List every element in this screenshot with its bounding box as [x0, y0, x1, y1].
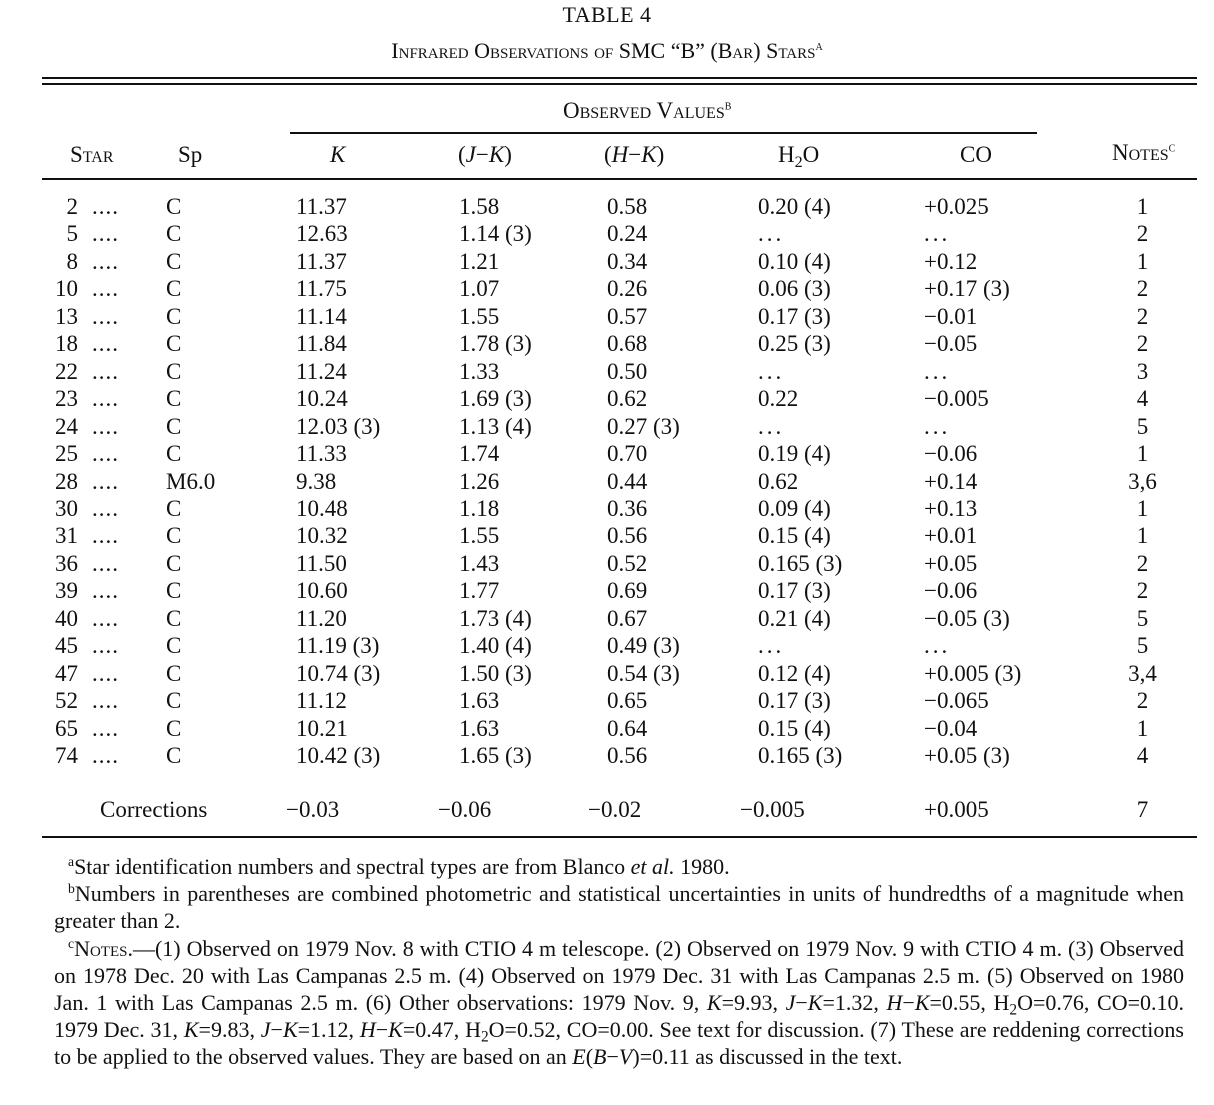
cell-leader-dots: .... — [92, 633, 119, 658]
cell-h2o: 0.19 (4) — [758, 441, 831, 466]
col-header-hk — [604, 142, 664, 168]
cell-co: ... — [924, 359, 951, 384]
cell-leader-dots: .... — [92, 359, 119, 384]
cell-hk: 0.52 — [607, 551, 648, 576]
col-header-notes — [1112, 140, 1175, 166]
cell-jk: 1.58 — [459, 194, 500, 219]
cell-h2o: 0.17 (3) — [758, 578, 831, 603]
cell-leader-dots: .... — [92, 469, 119, 494]
cell-k: 11.37 — [296, 194, 347, 219]
fn-t5: − — [902, 990, 915, 1015]
cell-hk: 0.27 (3) — [607, 414, 680, 439]
col-header-co: CO — [960, 142, 992, 167]
cell-co: +0.005 (3) — [924, 661, 1022, 686]
fn-t12: =0.47, H — [402, 1017, 481, 1042]
cell-co: −0.065 — [924, 688, 989, 713]
table-label: TABLE 4 — [562, 2, 652, 27]
cell-leader-dots: .... — [92, 688, 119, 713]
h2o-o: O — [802, 142, 820, 167]
cell-star: 8 — [66, 249, 78, 274]
footnote-c — [54, 935, 1184, 1070]
hk-h: H — [611, 142, 629, 167]
cell-co: +0.14 — [924, 469, 978, 494]
cell-jk: 1.77 — [459, 578, 500, 603]
footnote-a-year: 1980. — [674, 854, 730, 879]
cell-k: 12.03 (3) — [296, 414, 381, 439]
cell-star: 74 — [55, 743, 78, 768]
col-header-h2o — [778, 142, 820, 171]
cell-leader-dots: .... — [92, 441, 119, 466]
cell-h2o: 0.20 (4) — [758, 194, 831, 219]
cell-sp: C — [166, 716, 182, 741]
cell-h2o: ... — [758, 633, 785, 658]
cell-sp: C — [166, 441, 182, 466]
cell-leader-dots: .... — [92, 221, 119, 246]
cell-hk: 0.69 — [607, 578, 648, 603]
footnote-a — [54, 853, 1184, 880]
footnote-a-etal: et al. — [630, 854, 675, 879]
fn-v: V — [618, 1044, 633, 1069]
cell-h2o: 0.22 — [758, 386, 799, 411]
cell-jk: 1.14 (3) — [459, 221, 532, 246]
cell-k: 11.20 — [296, 606, 347, 631]
cell-sp: C — [166, 249, 182, 274]
cell-notes: 1 — [1136, 249, 1149, 274]
cell-notes: 1 — [1136, 194, 1149, 219]
fn-t15: − — [606, 1044, 619, 1069]
jk-j: J — [465, 142, 476, 167]
cell-star: 2 — [66, 194, 78, 219]
footnote-b-text: Numbers in parentheses are combined photometric and statistical uncertainties in units of hundredths of a magnitude when greater than 2. — [54, 881, 1184, 933]
cell-k: 11.75 — [296, 276, 347, 301]
cell-notes: 1 — [1136, 523, 1149, 548]
cell-sp: C — [166, 386, 182, 411]
cell-co: +0.05 — [924, 551, 978, 576]
cell-leader-dots: .... — [92, 496, 119, 521]
cell-h2o: ... — [758, 359, 785, 384]
cell-jk: 1.21 — [459, 249, 500, 274]
corrections-co: +0.005 — [924, 797, 989, 822]
fn-h2: H — [359, 1017, 376, 1042]
corrections-k: −0.03 — [286, 797, 340, 822]
notes-footnote-mark: c — [1168, 139, 1176, 156]
cell-co: +0.025 — [924, 194, 989, 219]
cell-k: 10.42 (3) — [296, 743, 381, 768]
fn-k2: K — [807, 990, 823, 1015]
observed-values-footnote-mark: b — [724, 97, 732, 114]
cell-hk: 0.34 — [607, 249, 648, 274]
observed-values-header — [563, 98, 731, 124]
cell-co: +0.17 (3) — [924, 276, 1010, 301]
cell-k: 11.37 — [296, 249, 347, 274]
cell-star: 10 — [55, 276, 78, 301]
corrections-hk: −0.02 — [588, 797, 642, 822]
fn-t8: =9.83, — [198, 1017, 261, 1042]
fn-k3: K — [914, 990, 930, 1015]
cell-co: −0.01 — [924, 304, 978, 329]
cell-k: 11.84 — [296, 331, 347, 356]
cell-k: 11.24 — [296, 359, 347, 384]
cell-leader-dots: .... — [92, 523, 119, 548]
col-header-k-text: K — [330, 142, 346, 167]
cell-k: 10.60 — [296, 578, 348, 603]
cell-star: 28 — [55, 469, 78, 494]
top-rule-1 — [42, 77, 1197, 79]
fn-b: B — [593, 1044, 607, 1069]
cell-k: 10.48 — [296, 496, 348, 521]
cell-jk: 1.13 (4) — [459, 414, 532, 439]
cell-hk: 0.50 — [607, 359, 648, 384]
cell-star: 36 — [55, 551, 78, 576]
fn-t11: − — [375, 1017, 389, 1042]
fn-t2: =9.93, — [721, 990, 786, 1015]
cell-k: 10.74 (3) — [296, 661, 381, 686]
cell-jk: 1.73 (4) — [459, 606, 532, 631]
cell-leader-dots: .... — [92, 331, 119, 356]
cell-leader-dots: .... — [92, 578, 119, 603]
col-header-sp: Sp — [178, 142, 203, 167]
cell-star: 13 — [55, 304, 78, 329]
cell-notes: 3,6 — [1128, 469, 1157, 494]
cell-k: 10.21 — [296, 716, 348, 741]
cell-h2o: 0.15 (4) — [758, 523, 831, 548]
hk-close: ) — [656, 142, 665, 167]
cell-k: 11.19 (3) — [296, 633, 380, 658]
col-header-k — [330, 142, 345, 168]
cell-jk: 1.33 — [459, 359, 500, 384]
cell-h2o: 0.25 (3) — [758, 331, 831, 356]
cell-leader-dots: .... — [92, 194, 119, 219]
footnote-a-text: Star identification numbers and spectral types are from Blanco — [74, 854, 631, 879]
cell-h2o: 0.17 (3) — [758, 688, 831, 713]
cell-hk: 0.70 — [607, 441, 648, 466]
hk-minus: − — [628, 142, 642, 167]
cell-h2o: ... — [758, 414, 785, 439]
table-title-text: Infrared Observations of SMC “B” (Bar) Stars — [391, 38, 816, 63]
fn-k4: K — [183, 1017, 199, 1042]
cell-leader-dots: .... — [92, 249, 119, 274]
fn-t14: ( — [585, 1044, 594, 1069]
footnote-b — [54, 880, 1184, 934]
cell-sp: C — [166, 496, 182, 521]
cell-co: +0.01 — [924, 523, 978, 548]
fn-j1: J — [785, 990, 796, 1015]
cell-sp: C — [166, 661, 182, 686]
cell-k: 12.63 — [296, 221, 348, 246]
cell-leader-dots: .... — [92, 551, 119, 576]
jk-k: K — [488, 142, 505, 167]
jk-open: ( — [458, 142, 466, 167]
h2o-h: H — [778, 142, 795, 167]
cell-hk: 0.26 — [607, 276, 648, 301]
cell-star: 24 — [55, 414, 78, 439]
cell-co: ... — [924, 221, 951, 246]
cell-k: 11.12 — [296, 688, 347, 713]
cell-star: 22 — [55, 359, 78, 384]
cell-hk: 0.68 — [607, 331, 648, 356]
cell-sp: C — [166, 688, 182, 713]
footnote-c-label: Notes. — [74, 936, 133, 961]
corrections-notes: 7 — [1136, 797, 1149, 822]
hk-k: K — [641, 142, 657, 167]
cell-hk: 0.24 — [607, 221, 648, 246]
cell-notes: 2 — [1136, 221, 1149, 246]
cell-leader-dots: .... — [92, 414, 119, 439]
cell-co: −0.005 — [924, 386, 989, 411]
cell-h2o: 0.165 (3) — [758, 551, 843, 576]
cell-k: 11.50 — [296, 551, 347, 576]
cell-h2o: 0.21 (4) — [758, 606, 831, 631]
cell-star: 40 — [55, 606, 78, 631]
cell-leader-dots: .... — [92, 661, 119, 686]
cell-notes: 2 — [1136, 331, 1149, 356]
cell-h2o: 0.17 (3) — [758, 304, 831, 329]
fn-t6: =0.55, H — [929, 990, 1010, 1015]
fn-k6: K — [388, 1017, 403, 1042]
fn-t13: O=0.52, CO=0.00. See text for discussion. (7) These are reddening corrections to be applied to the observed values. They are based on an — [54, 1017, 1184, 1069]
cell-jk: 1.63 — [459, 716, 500, 741]
cell-leader-dots: .... — [92, 743, 119, 768]
cell-notes: 1 — [1136, 441, 1149, 466]
cell-co: ... — [924, 414, 951, 439]
cell-star: 45 — [55, 633, 78, 658]
fn-j2: J — [260, 1017, 271, 1042]
cell-sp: C — [166, 578, 182, 603]
cell-sp: C — [166, 633, 182, 658]
cell-leader-dots: .... — [92, 716, 119, 741]
cell-jk: 1.40 (4) — [459, 633, 532, 658]
cell-co: ... — [924, 633, 951, 658]
fn-t10: =1.12, — [297, 1017, 360, 1042]
cell-h2o: 0.06 (3) — [758, 276, 831, 301]
cell-star: 30 — [55, 496, 78, 521]
cell-jk: 1.50 (3) — [459, 661, 532, 686]
footnote-c-mark: c — [68, 935, 75, 951]
cell-notes: 5 — [1136, 414, 1149, 439]
cell-h2o: 0.165 (3) — [758, 743, 843, 768]
table-title-footnote-mark: a — [815, 37, 823, 53]
cell-notes: 2 — [1136, 304, 1149, 329]
fn-sub2: 2 — [480, 1028, 489, 1046]
cell-jk: 1.43 — [459, 551, 500, 576]
corrections-jk: −0.06 — [438, 797, 492, 822]
cell-co: −0.05 (3) — [924, 606, 1010, 631]
cell-k: 10.24 — [296, 386, 348, 411]
hk-open: ( — [604, 142, 612, 167]
corrections-h2o: −0.005 — [740, 797, 805, 822]
cell-sp: C — [166, 743, 182, 768]
fn-k1: K — [706, 990, 722, 1015]
cell-leader-dots: .... — [92, 276, 119, 301]
cell-h2o: 0.10 (4) — [758, 249, 831, 274]
cell-sp: C — [166, 359, 182, 384]
cell-jk: 1.74 — [459, 441, 500, 466]
fn-h1: H — [886, 990, 903, 1015]
cell-hk: 0.49 (3) — [607, 633, 680, 658]
cell-hk: 0.54 (3) — [607, 661, 680, 686]
cell-hk: 0.67 — [607, 606, 648, 631]
fn-t16: )=0.11 as discussed in the text. — [632, 1044, 903, 1069]
fn-t9: − — [270, 1017, 283, 1042]
col-header-star: Star — [70, 142, 114, 167]
notes-label: Notes — [1112, 140, 1169, 165]
cell-jk: 1.65 (3) — [459, 743, 532, 768]
cell-k: 11.33 — [296, 441, 347, 466]
cell-co: −0.04 — [924, 716, 978, 741]
cell-sp: C — [166, 414, 182, 439]
cell-co: −0.06 — [924, 578, 978, 603]
cell-star: 5 — [66, 221, 78, 246]
cell-co: −0.06 — [924, 441, 978, 466]
cell-notes: 2 — [1136, 578, 1149, 603]
fn-e: E — [572, 1044, 586, 1069]
cell-hk: 0.36 — [607, 496, 648, 521]
cell-sp: C — [166, 523, 182, 548]
cell-h2o: 0.62 — [758, 469, 799, 494]
cell-notes: 4 — [1136, 386, 1149, 411]
footnote-a-mark: a — [68, 853, 75, 869]
cell-co: −0.05 — [924, 331, 978, 356]
corrections-label: Corrections — [100, 797, 208, 822]
cell-leader-dots: .... — [92, 386, 119, 411]
cell-star: 52 — [55, 688, 78, 713]
cell-sp: C — [166, 276, 182, 301]
cell-leader-dots: .... — [92, 606, 119, 631]
cell-star: 23 — [55, 386, 78, 411]
cell-hk: 0.64 — [607, 716, 648, 741]
cell-jk: 1.26 — [459, 469, 500, 494]
footnote-c-text: —(1) Observed on 1979 Nov. 8 with CTIO 4 m telescope. (2) Observed on 1979 Nov. 9 with CTIO 4 m. (3) Observed on 1978 Dec. 20 with Las Campanas 2.5 m. (4) Observed on 1979 Dec. 31 with Las Campanas 2.5 m. (5) Observed on 1980 Jan. 1 with Las Campanas 2.5 m. (6) Other observations: 1979 Nov. 9, — [54, 936, 1184, 1015]
cell-k: 9.38 — [296, 469, 337, 494]
fn-t7: O=0.76, CO=0.10. 1979 Dec. 31, — [54, 990, 1184, 1042]
col-header-jk — [458, 142, 512, 168]
cell-notes: 3 — [1136, 359, 1149, 384]
cell-co: +0.12 — [924, 249, 978, 274]
cell-notes: 2 — [1136, 688, 1149, 713]
cell-k: 11.14 — [296, 304, 347, 329]
cell-jk: 1.78 (3) — [459, 331, 532, 356]
cell-notes: 4 — [1136, 743, 1149, 768]
h2o-sub: 2 — [794, 153, 803, 171]
cell-sp: C — [166, 194, 182, 219]
cell-notes: 1 — [1136, 716, 1149, 741]
cell-notes: 2 — [1136, 276, 1149, 301]
cell-star: 31 — [55, 523, 78, 548]
cell-star: 39 — [55, 578, 78, 603]
cell-hk: 0.57 — [607, 304, 648, 329]
cell-notes: 2 — [1136, 551, 1149, 576]
cell-h2o: 0.15 (4) — [758, 716, 831, 741]
cell-h2o: ... — [758, 221, 785, 246]
fn-k5: K — [282, 1017, 298, 1042]
footnote-b-mark: b — [68, 880, 75, 896]
cell-jk: 1.18 — [459, 496, 500, 521]
cell-notes: 5 — [1136, 633, 1149, 658]
header-rule — [42, 178, 1197, 180]
observed-values-rule — [290, 132, 1037, 134]
cell-sp: C — [166, 551, 182, 576]
cell-h2o: 0.12 (4) — [758, 661, 831, 686]
fn-sub1: 2 — [1009, 1001, 1018, 1019]
cell-co: +0.13 — [924, 496, 978, 521]
cell-hk: 0.62 — [607, 386, 648, 411]
cell-notes: 5 — [1136, 606, 1149, 631]
cell-hk: 0.65 — [607, 688, 648, 713]
cell-jk: 1.55 — [459, 523, 500, 548]
cell-hk: 0.56 — [607, 743, 648, 768]
fn-t4: =1.32, — [822, 990, 887, 1015]
cell-star: 47 — [55, 661, 78, 686]
cell-star: 18 — [55, 331, 78, 356]
fn-t3: − — [795, 990, 808, 1015]
cell-jk: 1.07 — [459, 276, 500, 301]
jk-close: ) — [504, 142, 512, 167]
cell-notes: 3,4 — [1128, 661, 1157, 686]
cell-sp: C — [166, 331, 182, 356]
top-rule-2 — [42, 83, 1197, 85]
cell-hk: 0.44 — [607, 469, 648, 494]
cell-jk: 1.69 (3) — [459, 386, 532, 411]
cell-star: 65 — [55, 716, 78, 741]
jk-minus: − — [475, 142, 489, 167]
cell-jk: 1.63 — [459, 688, 500, 713]
cell-sp: C — [166, 606, 182, 631]
cell-sp: C — [166, 304, 182, 329]
cell-h2o: 0.09 (4) — [758, 496, 831, 521]
cell-k: 10.32 — [296, 523, 348, 548]
cell-co: +0.05 (3) — [924, 743, 1010, 768]
cell-jk: 1.55 — [459, 304, 500, 329]
cell-sp: M6.0 — [166, 469, 216, 494]
cell-notes: 1 — [1136, 496, 1149, 521]
cell-hk: 0.56 — [607, 523, 648, 548]
cell-sp: C — [166, 221, 182, 246]
cell-leader-dots: .... — [92, 304, 119, 329]
cell-star: 25 — [55, 441, 78, 466]
observed-values-label: Observed Values — [563, 98, 725, 123]
bottom-rule — [42, 836, 1197, 838]
table-title — [0, 38, 1214, 64]
cell-hk: 0.58 — [607, 194, 648, 219]
